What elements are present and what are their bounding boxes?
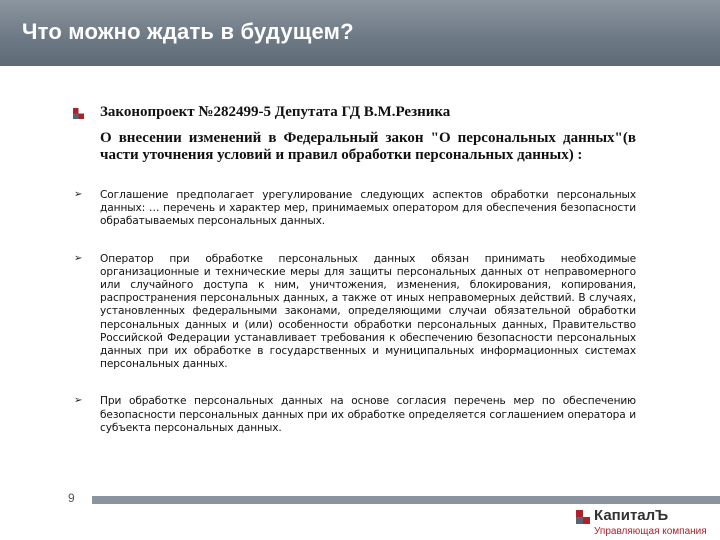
list-item (70, 189, 636, 229)
logo-mark-icon (576, 510, 590, 524)
slide-header (0, 0, 720, 66)
company-logo (576, 509, 716, 539)
point-text: Соглашение предполагает урегулирование следующих аспектов обработки персональных данных: … перечень и характер мер, принимаемых оператором для обеспечения безопасности обрабатываемых персональных данных. (100, 189, 636, 228)
slide-title: Что можно ждать в будущем? (22, 19, 354, 44)
square-bullet-icon (73, 108, 84, 119)
bill-block (70, 104, 636, 164)
point-text: При обработке персональных данных на основе согласия перечень мер по обеспечению безопасности персональных данных при их обработке определяется соглашением оператора и субъекта персональных данных. (100, 395, 636, 434)
arrow-bullet-icon: ➢ (74, 395, 83, 407)
list-item (70, 395, 636, 435)
page-number: 9 (68, 491, 75, 505)
bill-title: Законопроект №282499-5 Депутата ГД В.М.Резника (100, 104, 451, 120)
logo-tagline: Управляющая компания (594, 526, 707, 537)
bill-subtitle: О внесении изменений в Федеральный закон "О персональных данных"(в части уточнения условий и правил обработки персональных данных) : (100, 130, 636, 163)
list-item (70, 253, 636, 372)
arrow-bullet-icon: ➢ (74, 189, 83, 200)
slide-content (70, 104, 636, 435)
arrow-bullet-icon: ➢ (74, 252, 83, 264)
point-text: Оператор при обработке персональных данных обязан принимать необходимые организационные и технические меры для защиты персональных данных от неправомерного или случайного доступа к ним, уничтожения, изменения, блокирования, копирования, распространения персональных данных, а также от иных неправомерных действий. В случаях, установленных федеральными законами, определяющими случаи обязательной обработки персональных данных и (или) особенности обработки персональных данных, Правительство Российской Федерации устанавливает требования к обеспечению безопасности персональных данных при их обработке в государственных и муниципальных информационных системах персональных данных. (100, 252, 636, 371)
footer-divider (92, 496, 720, 504)
logo-name: КапиталЪ (594, 507, 669, 524)
